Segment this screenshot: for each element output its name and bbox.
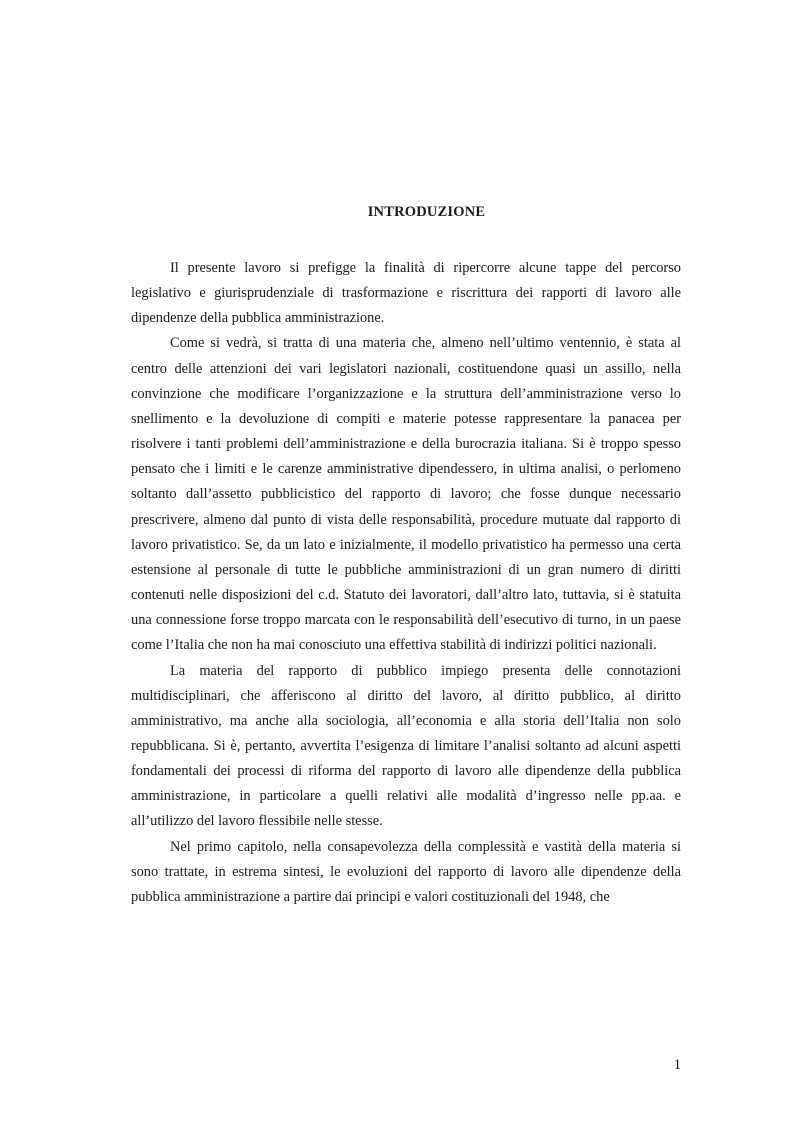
paragraph: Come si vedrà, si tratta di una materia che, almeno nell’ultimo ventennio, è stata al centro delle attenzioni dei vari legislatori nazionali, costituendone quasi un assillo, nella convinzione che modificare l’organizzazione e la struttura dell’amministrazione verso lo snellimento e la devoluzione di compiti e materie potesse rappresentare la panacea per risolvere i tanti problemi dell’amministrazione e della burocrazia italiana. Si è troppo spesso pensato che i limiti e le carenze amministrative dipendessero, in ultima analisi, o perlomeno soltanto dall’assetto pubblicistico del rapporto di lavoro; che fosse dunque necessario prescrivere, almeno dal punto di vista delle responsabilità, procedure mutuate dal rapporto di lavoro privatistico. Se, da un lato e inizialmente, il modello privatistico ha permesso una certa estensione al personale di tutte le pubbliche amministrazioni di un gran numero di diritti contenuti nelle disposizioni del c.d. Statuto dei lavoratori, dall’altro lato, tuttavia, si è statuita una connessione forse troppo marcata con le responsabilità dell’esecutivo di turno, in un paese come l’Italia che non ha mai conosciuto una effettiva stabilità di indirizzi politici nazionali. xyxy=(131,335,681,654)
page-title: INTRODUZIONE xyxy=(367,204,486,220)
page-number: 1 xyxy=(673,1057,681,1073)
paragraph: Il presente lavoro si prefigge la finalità di ripercorre alcune tappe del percorso legislativo e giurisprudenziale di trasformazione e riscrittura dei rapporti di lavoro alle dipendenze della pubblica amministrazione. xyxy=(131,260,681,327)
paragraph: La materia del rapporto di pubblico impiego presenta delle connotazioni multidisciplinari, che afferiscono al diritto del lavoro, al diritto pubblico, al diritto amministrativo, ma anche alla sociologia, all’economia e alla storia dell’Italia non solo repubblicana. Si è, pertanto, avvertita l’esigenza di limitare l’analisi soltanto ad alcuni aspetti fondamentali dei processi di riforma del rapporto di lavoro alle dipendenze della pubblica amministrazione, in particolare a quelli relativi alle modalità d’ingresso nelle pp.aa. e all’utilizzo del lavoro flessibile nelle stesse. xyxy=(131,662,681,830)
paragraph: Nel primo capitolo, nella consapevolezza della complessità e vastità della materia si sono trattate, in estrema sintesi, le evoluzioni del rapporto di lavoro alle dipendenze della pubblica amministrazione a partire dai principi e valori costituzionali del 1948, che xyxy=(131,838,681,905)
body-text xyxy=(131,256,681,910)
